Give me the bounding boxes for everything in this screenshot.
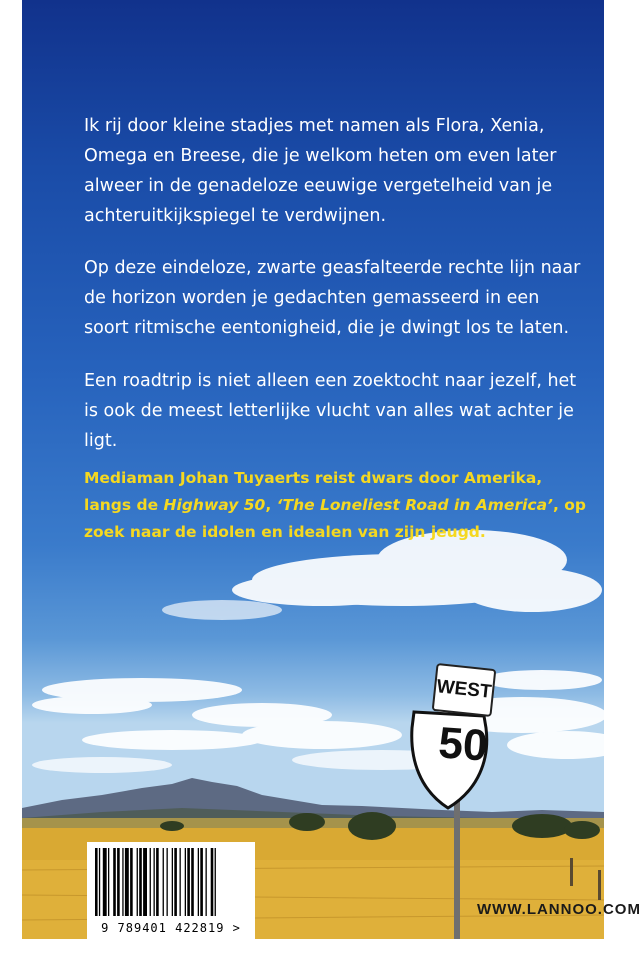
book-back-cover — [22, 0, 641, 939]
blurb-comma: , — [265, 496, 277, 514]
paragraph-2: Op deze eindeloze, zwarte geasfalteerde rechte lijn naar de horizon worden je gedachten gemasseerd in een soort ritmische eentonigheid, die je dwingt los te laten. — [84, 258, 581, 338]
route-number: 50 — [436, 718, 490, 771]
blurb — [84, 465, 594, 546]
blurb-highway: Highway 50 — [163, 496, 266, 514]
blurb-part-1: Mediaman Johan Tuyaerts reist dwars door Amerika, langs de — [84, 469, 543, 514]
blurb-nickname: ‘The Loneliest Road in America’ — [276, 496, 553, 514]
paragraph-1: Ik rij door kleine stadjes met namen als Flora, Xenia, Omega en Breese, die je welkom heten om even later alweer in de genadeloze eeuwige vergetelheid van je achteruitkijkspiegel te verdwijnen. — [84, 116, 557, 226]
isbn-number: 9 789401 422819 > — [101, 921, 241, 935]
barcode-bars — [95, 848, 247, 916]
paragraph-3: Een roadtrip is niet alleen een zoektocht naar jezelf, het is ook de meest letterlijke vlucht van alles wat achter je ligt. — [84, 371, 577, 451]
barcode — [87, 842, 255, 939]
clouds — [32, 530, 627, 773]
west-sign-label: WEST — [435, 676, 493, 703]
blurb-part-2: , op zoek naar de idolen en idealen van zijn jeugd. — [84, 496, 586, 541]
west-sign — [432, 663, 497, 717]
publisher-website: WWW.LANNOO.COM — [477, 901, 641, 918]
